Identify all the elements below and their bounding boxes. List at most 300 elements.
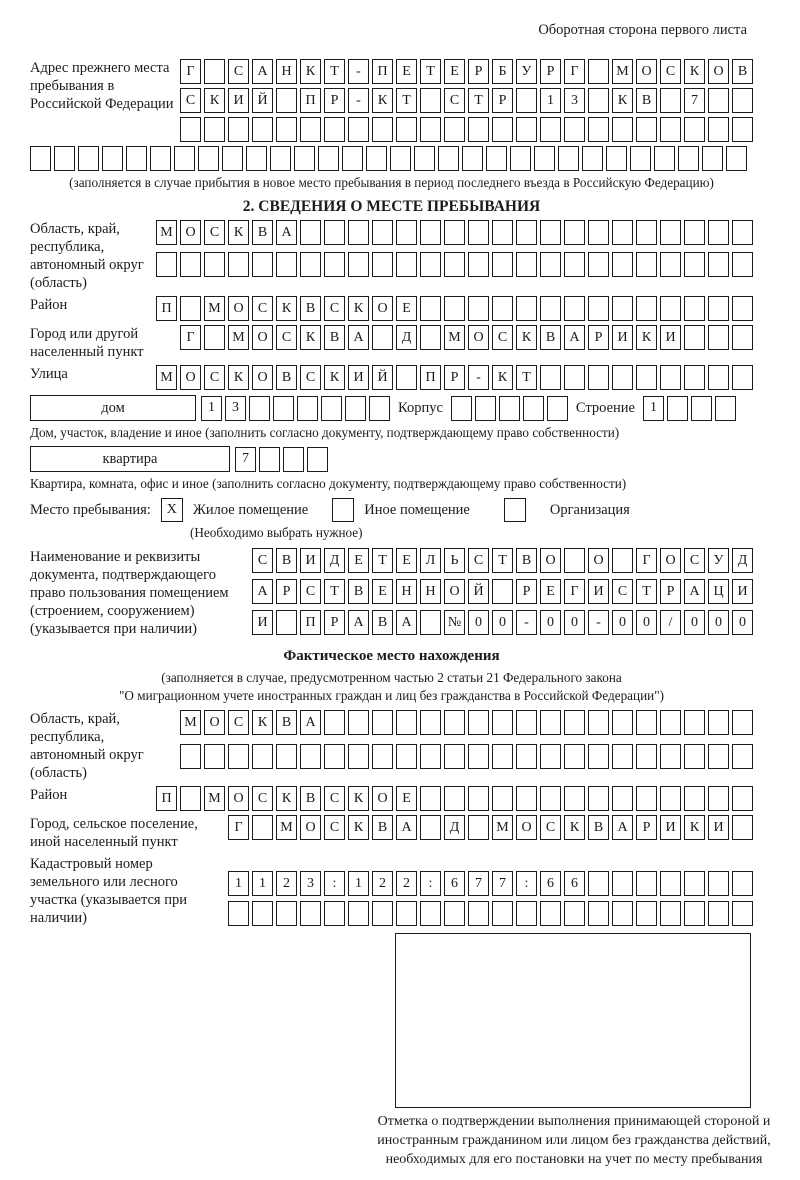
confirmation-stamp-area: [395, 933, 751, 1108]
char-box: [259, 447, 280, 472]
page-side-note: Оборотная сторона первого листа: [538, 22, 747, 38]
char-box: [276, 88, 297, 113]
char-box: [540, 220, 561, 245]
char-box: [307, 447, 328, 472]
char-box: [516, 220, 537, 245]
char-box: [732, 252, 753, 277]
char-box: [708, 325, 729, 350]
char-box: И: [228, 88, 249, 113]
char-row: [451, 396, 568, 421]
char-box: А: [684, 579, 705, 604]
prev-address-caption: (заполняется в случае прибытия в новое место пребывания в период последнего въезда в Российскую Федерацию): [69, 175, 714, 190]
char-box: [492, 296, 513, 321]
char-box: [444, 220, 465, 245]
char-box: М: [612, 59, 633, 84]
char-box: А: [348, 325, 369, 350]
char-box: П: [156, 296, 177, 321]
char-box: О: [252, 325, 273, 350]
char-box: [468, 296, 489, 321]
char-box: [204, 252, 225, 277]
char-box: 6: [540, 871, 561, 896]
char-box: М: [180, 710, 201, 735]
char-box: [468, 786, 489, 811]
char-box: [684, 744, 705, 769]
char-box: С: [276, 325, 297, 350]
char-box: [588, 252, 609, 277]
char-box: И: [732, 579, 753, 604]
char-box: [523, 396, 544, 421]
char-box: [246, 146, 267, 171]
char-box: С: [300, 579, 321, 604]
actual-location-caption-1: (заполняется в случае, предусмотренном частью 2 статьи 21 Федерального закона: [161, 670, 622, 685]
char-box: Т: [492, 548, 513, 573]
char-box: [588, 365, 609, 390]
char-row: [252, 548, 753, 573]
char-box: [462, 146, 483, 171]
char-box: [273, 396, 294, 421]
char-box: [228, 901, 249, 926]
char-box: Н: [276, 59, 297, 84]
char-box: 3: [564, 88, 585, 113]
char-box: Е: [396, 548, 417, 573]
char-box: К: [492, 365, 513, 390]
char-box: [612, 548, 633, 573]
char-box: М: [228, 325, 249, 350]
char-box: [300, 117, 321, 142]
char-box: Е: [396, 786, 417, 811]
region-block: [30, 220, 753, 292]
char-box: 6: [564, 871, 585, 896]
char-box: :: [420, 871, 441, 896]
char-box: А: [396, 610, 417, 635]
char-box: [348, 901, 369, 926]
char-box: Е: [372, 579, 393, 604]
char-box: [468, 117, 489, 142]
char-box: [558, 146, 579, 171]
char-box: М: [492, 815, 513, 840]
char-box: [636, 296, 657, 321]
checkbox-other-premises: [332, 498, 354, 522]
stay-type-caption: (Необходимо выбрать нужное): [190, 525, 363, 540]
char-box: А: [396, 815, 417, 840]
house-block: [30, 395, 753, 421]
char-box: [588, 296, 609, 321]
char-box: М: [204, 296, 225, 321]
char-box: П: [300, 88, 321, 113]
char-box: [420, 88, 441, 113]
char-box: [588, 117, 609, 142]
char-box: [102, 146, 123, 171]
char-row: [201, 396, 390, 421]
char-box: [564, 220, 585, 245]
char-box: [636, 871, 657, 896]
char-box: К: [564, 815, 585, 840]
char-box: [612, 871, 633, 896]
char-box: [534, 146, 555, 171]
char-box: [324, 220, 345, 245]
char-box: Р: [660, 579, 681, 604]
char-box: [492, 579, 513, 604]
char-box: К: [228, 220, 249, 245]
char-box: С: [324, 786, 345, 811]
char-box: [715, 396, 736, 421]
actual-district-block: [30, 786, 753, 811]
char-box: [636, 365, 657, 390]
char-box: 0: [732, 610, 753, 635]
char-row: [252, 579, 753, 604]
char-box: [612, 117, 633, 142]
char-box: [222, 146, 243, 171]
char-box: [204, 325, 225, 350]
char-box: [732, 325, 753, 350]
char-box: М: [156, 365, 177, 390]
char-box: Р: [324, 610, 345, 635]
char-box: [708, 871, 729, 896]
char-box: К: [348, 815, 369, 840]
char-row: [156, 220, 753, 245]
option-organization-label: Организация: [549, 501, 630, 518]
prev-address-rows: [180, 59, 753, 142]
char-box: Т: [516, 365, 537, 390]
char-box: [660, 220, 681, 245]
char-box: И: [660, 325, 681, 350]
char-box: [516, 117, 537, 142]
char-box: [396, 117, 417, 142]
char-box: А: [612, 815, 633, 840]
char-box: И: [252, 610, 273, 635]
street-block: [30, 365, 753, 390]
char-box: В: [300, 786, 321, 811]
char-box: О: [540, 548, 561, 573]
char-box: И: [348, 365, 369, 390]
char-box: Т: [636, 579, 657, 604]
char-box: [612, 786, 633, 811]
char-box: А: [252, 59, 273, 84]
char-box: Е: [444, 59, 465, 84]
char-box: 7: [468, 871, 489, 896]
actual-city-block: [30, 815, 753, 851]
char-box: 0: [636, 610, 657, 635]
char-box: [372, 901, 393, 926]
char-box: В: [516, 548, 537, 573]
char-box: Г: [564, 579, 585, 604]
char-row-full-width: [30, 146, 753, 171]
char-box: Т: [324, 59, 345, 84]
char-box: [708, 710, 729, 735]
char-row: [180, 710, 753, 735]
stamp-area-note: Отметка о подтверждении выполнения принимающей стороной и иностранным гражданином или лицом без гражданства действий, необходимых для его постановки на учет по месту пребывания: [377, 1114, 771, 1167]
char-box: 0: [468, 610, 489, 635]
char-box: К: [348, 786, 369, 811]
cadastral-block: [30, 855, 753, 927]
char-box: С: [444, 88, 465, 113]
char-box: О: [180, 220, 201, 245]
char-box: Г: [228, 815, 249, 840]
char-box: [348, 117, 369, 142]
char-box: [636, 786, 657, 811]
char-box: О: [228, 786, 249, 811]
actual-region-label: Область, край, республика, автономный округ (область): [30, 711, 144, 781]
char-box: 2: [276, 871, 297, 896]
char-box: О: [468, 325, 489, 350]
char-box: [444, 901, 465, 926]
char-box: [564, 365, 585, 390]
char-box: [654, 146, 675, 171]
char-box: [348, 744, 369, 769]
char-box: В: [324, 325, 345, 350]
char-box: [468, 252, 489, 277]
char-box: [732, 117, 753, 142]
char-row: [180, 325, 753, 350]
char-box: [396, 220, 417, 245]
char-box: [540, 710, 561, 735]
char-box: [732, 786, 753, 811]
char-box: [660, 117, 681, 142]
city-label: Город или другой населенный пункт: [30, 326, 144, 360]
char-box: С: [300, 365, 321, 390]
char-box: С: [252, 296, 273, 321]
char-box: [684, 220, 705, 245]
char-box: [294, 146, 315, 171]
char-box: [564, 252, 585, 277]
char-box: Й: [372, 365, 393, 390]
cadastral-rows: [228, 871, 753, 926]
char-box: Й: [252, 88, 273, 113]
char-box: К: [684, 815, 705, 840]
char-box: [660, 786, 681, 811]
char-box: 2: [372, 871, 393, 896]
char-box: У: [516, 59, 537, 84]
char-box: [300, 220, 321, 245]
char-box: Р: [276, 579, 297, 604]
char-box: Д: [324, 548, 345, 573]
char-box: 7: [492, 871, 513, 896]
char-box: [420, 117, 441, 142]
prev-address-label: Адрес прежнего места пребывания в Российской Федерации: [30, 60, 174, 112]
char-box: 7: [684, 88, 705, 113]
char-box: Д: [444, 815, 465, 840]
char-box: [684, 786, 705, 811]
char-box: Т: [468, 88, 489, 113]
char-box: С: [228, 710, 249, 735]
char-box: [612, 901, 633, 926]
char-box: [396, 744, 417, 769]
char-box: [324, 117, 345, 142]
char-box: [372, 220, 393, 245]
char-box: [444, 744, 465, 769]
char-box: А: [348, 610, 369, 635]
char-box: [420, 786, 441, 811]
char-box: [204, 744, 225, 769]
char-box: К: [684, 59, 705, 84]
char-box: О: [252, 365, 273, 390]
char-box: В: [276, 710, 297, 735]
char-box: [420, 710, 441, 735]
actual-region-block: [30, 710, 753, 782]
char-box: С: [204, 365, 225, 390]
checkbox-organization: [504, 498, 526, 522]
char-box: [732, 815, 753, 840]
char-box: С: [660, 59, 681, 84]
char-box: [612, 710, 633, 735]
char-box: [444, 296, 465, 321]
char-box: [324, 252, 345, 277]
char-row: [156, 252, 753, 277]
char-box: С: [252, 786, 273, 811]
char-box: К: [372, 88, 393, 113]
char-box: [540, 296, 561, 321]
char-box: [420, 296, 441, 321]
char-box: Й: [468, 579, 489, 604]
char-box: [492, 786, 513, 811]
char-box: [348, 252, 369, 277]
char-box: [30, 146, 51, 171]
char-box: [684, 117, 705, 142]
char-box: В: [300, 296, 321, 321]
char-box: Е: [348, 548, 369, 573]
char-box: [276, 117, 297, 142]
char-box: Т: [324, 579, 345, 604]
option-other-premises-label: Иное помещение: [364, 501, 470, 518]
char-box: В: [348, 579, 369, 604]
char-box: Ц: [708, 579, 729, 604]
char-box: Р: [468, 59, 489, 84]
char-box: [300, 901, 321, 926]
char-box: [451, 396, 472, 421]
char-box: 0: [684, 610, 705, 635]
char-box: [276, 252, 297, 277]
char-box: [444, 252, 465, 277]
char-box: [708, 88, 729, 113]
char-box: О: [228, 296, 249, 321]
char-box: -: [348, 88, 369, 113]
char-box: [612, 744, 633, 769]
char-box: 1: [348, 871, 369, 896]
char-box: [588, 88, 609, 113]
char-box: [684, 710, 705, 735]
char-box: О: [180, 365, 201, 390]
char-box: [252, 815, 273, 840]
char-box: В: [636, 88, 657, 113]
char-box: [540, 252, 561, 277]
actual-district-label: Район: [30, 787, 68, 803]
char-box: 2: [396, 871, 417, 896]
char-box: [180, 117, 201, 142]
char-box: 1: [643, 396, 664, 421]
char-box: [475, 396, 496, 421]
char-box: [276, 610, 297, 635]
char-box: М: [444, 325, 465, 350]
char-box: [468, 901, 489, 926]
apartment-caption: Квартира, комната, офис и иное (заполнить согласно документу, подтверждающему право собственности): [30, 476, 627, 491]
char-box: [564, 117, 585, 142]
char-box: П: [372, 59, 393, 84]
char-box: И: [660, 815, 681, 840]
char-box: [369, 396, 390, 421]
char-box: Н: [396, 579, 417, 604]
char-box: [684, 365, 705, 390]
char-box: -: [348, 59, 369, 84]
char-box: [468, 815, 489, 840]
char-box: [372, 710, 393, 735]
checkbox-residential: X: [161, 498, 183, 522]
region-rows: [156, 220, 753, 277]
char-box: [588, 744, 609, 769]
char-box: [636, 710, 657, 735]
char-box: [660, 871, 681, 896]
char-box: К: [516, 325, 537, 350]
char-box: [252, 117, 273, 142]
char-box: [691, 396, 712, 421]
char-box: О: [588, 548, 609, 573]
char-box: [300, 252, 321, 277]
char-box: К: [636, 325, 657, 350]
char-box: [342, 146, 363, 171]
char-box: [78, 146, 99, 171]
char-box: [420, 901, 441, 926]
char-box: [414, 146, 435, 171]
char-box: Р: [588, 325, 609, 350]
char-box: [564, 901, 585, 926]
char-box: [283, 447, 304, 472]
char-box: П: [156, 786, 177, 811]
char-box: [174, 146, 195, 171]
char-box: 0: [612, 610, 633, 635]
char-box: [324, 901, 345, 926]
cadastral-label: Кадастровый номер земельного или лесного участка (указывается при наличии): [30, 856, 187, 926]
char-box: [396, 252, 417, 277]
char-box: С: [228, 59, 249, 84]
char-box: 3: [225, 396, 246, 421]
apartment-field-title: квартира: [30, 446, 230, 472]
char-box: О: [708, 59, 729, 84]
char-box: [708, 901, 729, 926]
char-box: [396, 710, 417, 735]
char-box: К: [228, 365, 249, 390]
char-box: [372, 744, 393, 769]
stroenie-label: Строение: [575, 399, 635, 416]
char-box: С: [468, 548, 489, 573]
char-box: [228, 252, 249, 277]
char-box: О: [372, 296, 393, 321]
char-row: [228, 901, 753, 926]
char-box: 0: [708, 610, 729, 635]
char-box: К: [348, 296, 369, 321]
char-box: С: [540, 815, 561, 840]
char-box: [732, 220, 753, 245]
char-box: [547, 396, 568, 421]
char-row: [180, 59, 753, 84]
char-box: Г: [636, 548, 657, 573]
char-box: Р: [324, 88, 345, 113]
char-box: М: [156, 220, 177, 245]
char-box: [444, 710, 465, 735]
char-box: [588, 710, 609, 735]
char-box: 1: [252, 871, 273, 896]
char-row: [228, 815, 753, 840]
char-box: П: [420, 365, 441, 390]
char-box: [732, 296, 753, 321]
char-box: Д: [396, 325, 417, 350]
char-box: [708, 365, 729, 390]
char-box: И: [708, 815, 729, 840]
char-box: [372, 117, 393, 142]
char-box: [486, 146, 507, 171]
char-box: [396, 901, 417, 926]
char-box: 0: [540, 610, 561, 635]
char-box: [636, 220, 657, 245]
char-row: [180, 88, 753, 113]
